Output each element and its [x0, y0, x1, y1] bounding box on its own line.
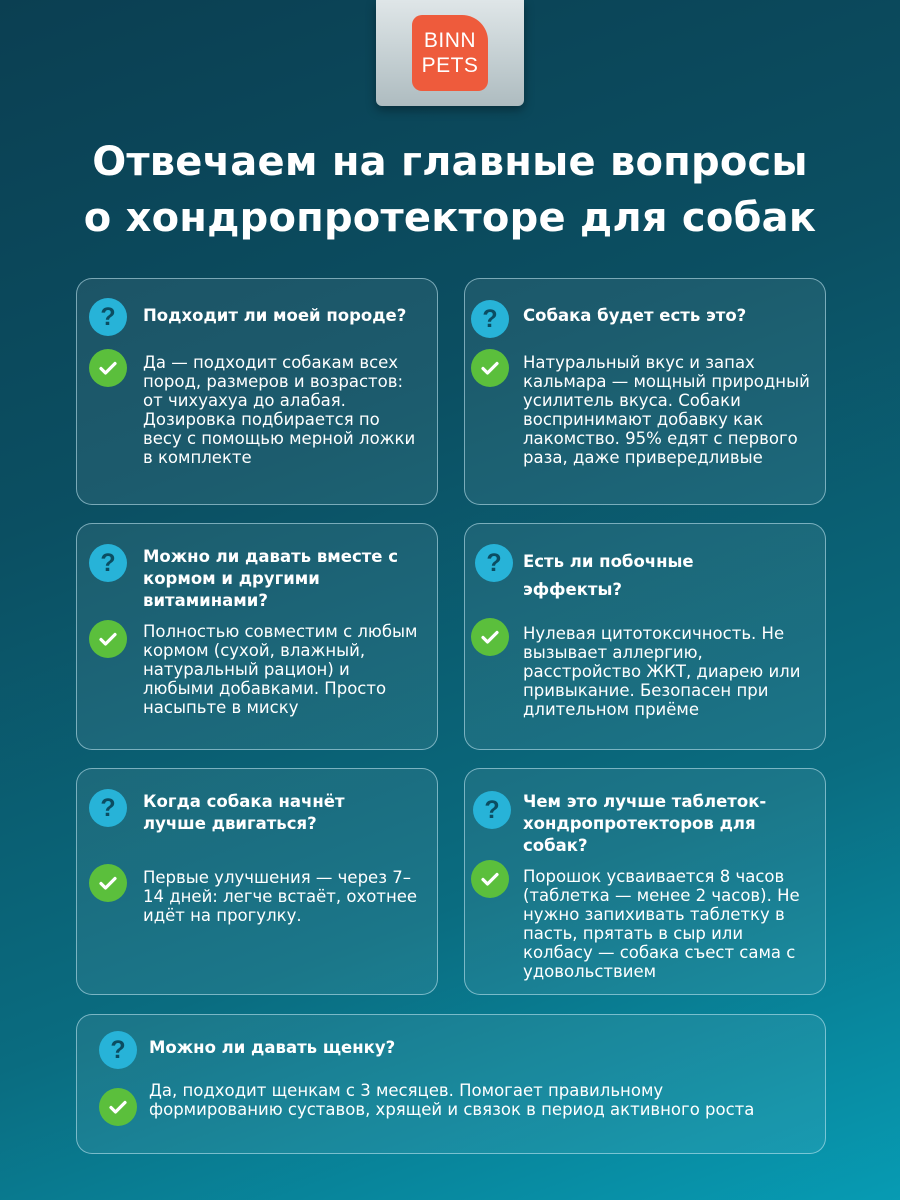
logo-text-line2: PETS: [421, 54, 479, 77]
brand-logo: [376, 0, 524, 106]
faq-question: Собака будет есть это?: [523, 306, 747, 325]
checkmark-icon: [471, 860, 509, 898]
faq-answer: Порошок усваивается 8 часов (таблетка — менее 2 часов). Не нужно запихивать таблетку в пасть, прятать в сыр или колбасу — собака съест сама с удовольствием: [523, 867, 800, 981]
checkmark-icon: [99, 1088, 137, 1126]
faq-card-side-effects: [464, 523, 826, 750]
faq-question: Когда собака начнёт лучше двигаться?: [143, 792, 345, 833]
checkmark-icon: [89, 864, 127, 902]
faq-answer: Да — подходит собакам всех пород, размеров и возрастов: от чихуахуа до алабая. Дозировка подбирается по весу с помощью мерной ложки в комплекте: [143, 353, 416, 467]
faq-question: Чем это лучше таблеток-хондропротекторов для собак?: [523, 792, 767, 855]
faq-card-compatibility: [76, 523, 438, 750]
faq-answer: Натуральный вкус и запах кальмара — мощный природный усилитель вкуса. Собаки воспринимают добавку как лакомство. 95% едят с первого раза, даже привередливые: [523, 353, 810, 467]
faq-answer: Полностью совместим с любым кормом (сухой, влажный, натуральный рацион) и любыми добавками. Просто насыпьте в миску: [143, 622, 418, 717]
page-title-line1: Отвечаем на главные вопросы: [92, 139, 808, 185]
faq-card-vs-tablets: [464, 768, 826, 995]
faq-card-breed: [76, 278, 438, 505]
faq-question: Можно ли давать щенку?: [149, 1038, 396, 1057]
checkmark-icon: [89, 620, 127, 658]
faq-question: Подходит ли моей породе?: [143, 306, 407, 325]
question-icon: ?: [89, 544, 127, 582]
question-icon: ?: [99, 1031, 137, 1069]
question-icon: ?: [89, 789, 127, 827]
checkmark-icon: [471, 618, 509, 656]
faq-card-puppy: [76, 1014, 826, 1154]
question-icon: ?: [473, 791, 511, 829]
logo-badge: [412, 15, 488, 91]
faq-card-taste: [464, 278, 826, 505]
faq-answer: Нулевая цитотоксичность. Не вызывает аллергию, расстройство ЖКТ, диарею или привыкание. Безопасен при длительном приёме: [523, 624, 801, 719]
faq-answer: Да, подходит щенкам с 3 месяцев. Помогает правильному формированию суставов, хрящей и связок в период активного роста: [149, 1081, 755, 1119]
faq-answer: Первые улучшения — через 7–14 дней: легче встаёт, охотнее идёт на прогулку.: [143, 868, 418, 925]
checkmark-icon: [89, 349, 127, 387]
faq-question: Есть ли побочные эффекты?: [523, 552, 694, 599]
checkmark-icon: [471, 349, 509, 387]
question-icon: ?: [475, 544, 513, 582]
page-title-line2: о хондропротекторе для собак: [83, 195, 817, 241]
faq-card-results: [76, 768, 438, 995]
faq-question: Можно ли давать вместе с кормом и другими витаминами?: [143, 547, 399, 610]
logo-text-line1: BINN: [423, 29, 477, 52]
page-title: [0, 134, 900, 246]
question-icon: ?: [471, 300, 509, 338]
question-icon: ?: [89, 298, 127, 336]
